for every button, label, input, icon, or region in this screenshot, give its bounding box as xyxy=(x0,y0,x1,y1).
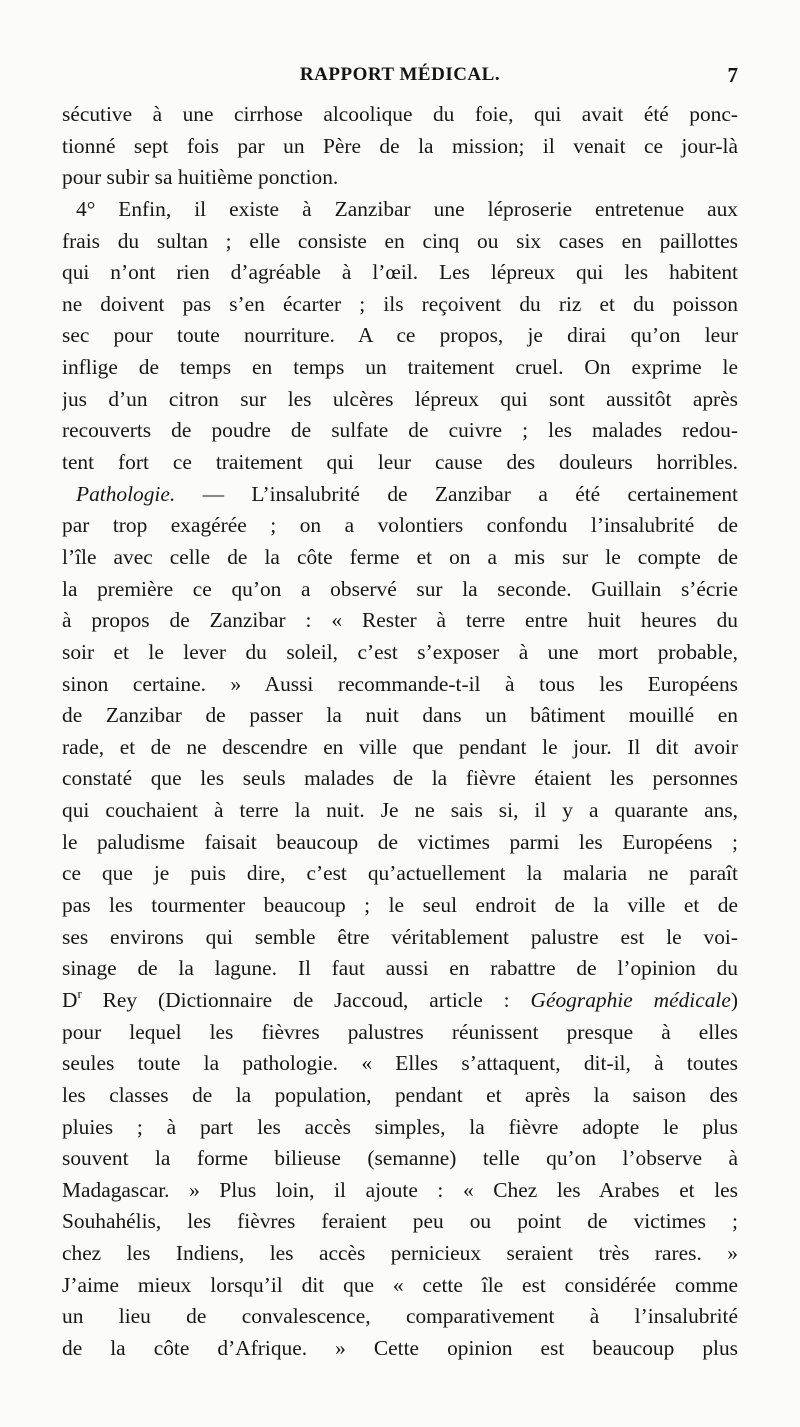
text-line: la première ce qu’on a observé sur la seconde. Guillain s’écrie xyxy=(62,576,738,601)
superscript: r xyxy=(77,986,82,1001)
text-line: l’île avec celle de la côte ferme et on a mis sur le compte de xyxy=(62,544,738,569)
text-line: sécutive à une cirrhose alcoolique du foie, qui avait été ponc- xyxy=(62,102,738,126)
text-line: pour subir sa huitième ponction. xyxy=(62,165,339,190)
text-line: frais du sultan ; elle consiste en cinq ou six cases en paillottes xyxy=(62,228,738,253)
text-line: sinon certaine. » Aussi recommande-t-il à tous les Européens xyxy=(62,671,738,696)
text-line: jus d’un citron sur les ulcères lépreux qui sont aussitôt après xyxy=(62,386,738,411)
text-line: les classes de la population, pendant et après la saison des xyxy=(62,1082,738,1107)
text-line: le paludisme faisait beaucoup de victimes parmi les Européens ; xyxy=(62,829,738,854)
text-line: sec pour toute nourriture. A ce propos, je dirai qu’on leur xyxy=(62,323,738,348)
text-line: ne doivent pas s’en écarter ; ils reçoivent du riz et du poisson xyxy=(62,291,738,316)
text-line: ses environs qui semble être véritablement palustre est le voi- xyxy=(62,924,738,949)
running-title: RAPPORT MÉDICAL. xyxy=(299,64,501,85)
text-line: soir et le lever du soleil, c’est s’exposer à une mort probable, xyxy=(62,639,738,664)
text-line: par trop exagérée ; on a volontiers confondu l’insalubrité de xyxy=(62,513,738,538)
italic-title: Géographie médicale xyxy=(530,987,731,1012)
paragraph-start-line: 4° Enfin, il existe à Zanzibar une léproserie entretenue aux xyxy=(76,196,738,221)
section-heading-italic: Pathologie. xyxy=(76,481,176,506)
paragraph-start-line: Pathologie. — L’insalubrité de Zanzibar a été certainement xyxy=(76,481,738,506)
text-line: ce que je puis dire, c’est qu’actuellement la malaria ne paraît xyxy=(62,861,738,886)
text-line: Souhahélis, les fièvres feraient peu ou point de victimes ; xyxy=(62,1209,738,1234)
text-line: rade, et de ne descendre en ville que pendant le jour. Il dit avoir xyxy=(62,734,738,759)
text-line: sinage de la lagune. Il faut aussi en rabattre de l’opinion du xyxy=(62,956,738,981)
text-line: pluies ; à part les accès simples, la fièvre adopte le plus xyxy=(62,1114,738,1139)
text-line: pour lequel les fièvres palustres réunissent presque à elles xyxy=(62,1019,738,1044)
text-line: constaté que les seuls malades de la fièvre étaient les personnes xyxy=(62,766,738,791)
text-line: qui n’ont rien d’agréable à l’œil. Les lépreux qui les habitent xyxy=(62,260,738,285)
text-line: un lieu de convalescence, comparativement à l’insalubrité xyxy=(62,1304,738,1329)
body-text xyxy=(62,99,738,1365)
text-line: seules toute la pathologie. « Elles s’attaquent, dit-il, à toutes xyxy=(62,1051,738,1076)
text-line: $D^r$ Rey (Dictionnaire de Jaccoud, article : Géographie médicale) xyxy=(62,986,738,1012)
text-line: de la côte d’Afrique. » Cette opinion est beaucoup plus xyxy=(62,1335,738,1360)
text-line: tent fort ce traitement qui leur cause des douleurs horribles. xyxy=(62,450,738,475)
page-number: 7 xyxy=(727,63,738,87)
text-line: inflige de temps en temps un traitement cruel. On exprime le xyxy=(62,355,738,380)
text-line: qui couchaient à terre la nuit. Je ne sais si, il y a quarante ans, xyxy=(62,798,738,823)
text-line: de Zanzibar de passer la nuit dans un bâtiment mouillé en xyxy=(62,703,738,728)
running-head xyxy=(62,62,738,88)
text-line: recouverts de poudre de sulfate de cuivre ; les malades redou- xyxy=(62,418,738,443)
text-line: pas les tourmenter beaucoup ; le seul endroit de la ville et de xyxy=(62,893,738,918)
text-line: J’aime mieux lorsqu’il dit que « cette île est considérée comme xyxy=(62,1272,738,1297)
text-line: à propos de Zanzibar : « Rester à terre entre huit heures du xyxy=(62,608,738,633)
text-line: Madagascar. » Plus loin, il ajoute : « Chez les Arabes et les xyxy=(62,1177,738,1202)
text-line: tionné sept fois par un Père de la mission; il venait ce jour-là xyxy=(62,133,738,158)
text-line: souvent la forme bilieuse (semanne) telle qu’on l’observe à xyxy=(62,1146,738,1171)
text-line: chez les Indiens, les accès pernicieux seraient très rares. » xyxy=(62,1241,738,1266)
